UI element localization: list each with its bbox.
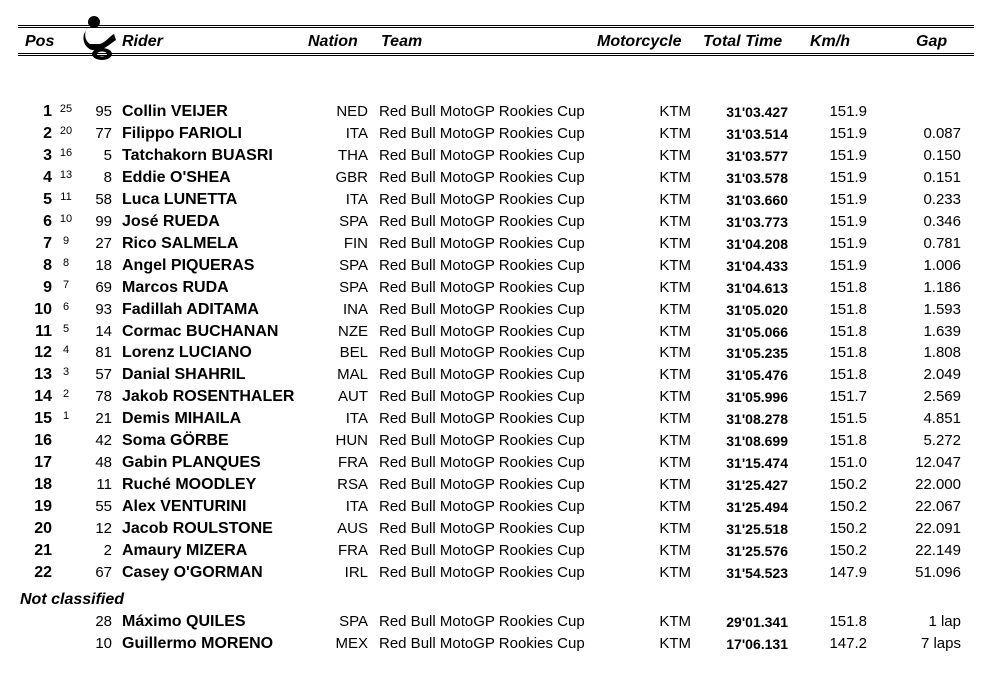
cell-team: Red Bull MotoGP Rookies Cup <box>379 498 585 516</box>
cell-position: 9 <box>43 278 52 296</box>
table-row <box>0 633 1000 655</box>
cell-rider-name: Ruché MOODLEY <box>122 476 257 494</box>
cell-total-time: 31'03.427 <box>726 104 788 120</box>
cell-rider-number: 2 <box>103 542 112 559</box>
cell-kmh: 150.2 <box>829 520 867 538</box>
header-top-rule-2 <box>18 27 974 28</box>
cell-total-time: 31'05.020 <box>726 301 788 318</box>
cell-motorcycle: KTM <box>659 454 691 472</box>
cell-rider-number: 21 <box>95 410 112 428</box>
cell-motorcycle: KTM <box>659 212 691 230</box>
cell-motorcycle: KTM <box>659 520 691 538</box>
cell-rider-number: 18 <box>95 256 112 274</box>
cell-nation: FIN <box>343 234 368 252</box>
cell-nation: ITA <box>345 498 368 516</box>
cell-rider-number: 99 <box>95 212 112 230</box>
cell-total-time: 31'08.699 <box>726 433 788 450</box>
cell-position: 14 <box>34 388 52 406</box>
col-header-motorcycle: Motorcycle <box>597 33 682 50</box>
cell-rider-name: Angel PIQUERAS <box>122 256 255 274</box>
cell-position: 12 <box>34 344 52 362</box>
cell-kmh: 150.2 <box>829 542 867 559</box>
cell-kmh: 151.9 <box>829 124 867 142</box>
cell-nation: SPA <box>339 212 368 230</box>
cell-nation: AUT <box>338 388 368 406</box>
cell-gap: 12.047 <box>915 454 961 472</box>
cell-nation: NED <box>336 103 368 120</box>
cell-rider-name: Guillermo MORENO <box>122 635 274 652</box>
cell-team: Red Bull MotoGP Rookies Cup <box>379 103 585 120</box>
cell-kmh: 151.8 <box>829 613 867 630</box>
cell-position: 3 <box>43 146 52 164</box>
cell-rider-number: 11 <box>96 476 112 494</box>
cell-rider-number: 27 <box>95 234 112 252</box>
cell-position: 2 <box>43 124 52 142</box>
cell-gap: 22.067 <box>915 498 961 516</box>
cell-kmh: 151.9 <box>829 256 867 274</box>
cell-gap: 22.000 <box>915 476 961 494</box>
cell-total-time: 31'04.433 <box>726 257 788 274</box>
cell-rider-name: Tatchakorn BUASRI <box>122 146 273 164</box>
cell-rider-name: Lorenz LUCIANO <box>122 344 252 362</box>
cell-points: 8 <box>62 256 70 269</box>
cell-position: 13 <box>34 366 52 384</box>
cell-team: Red Bull MotoGP Rookies Cup <box>379 146 585 164</box>
cell-points <box>56 562 76 584</box>
cell-motorcycle: KTM <box>659 410 691 428</box>
cell-rider-name: Máximo QUILES <box>122 613 246 630</box>
cell-motorcycle: KTM <box>659 344 691 362</box>
cell-team: Red Bull MotoGP Rookies Cup <box>379 542 585 559</box>
cell-points <box>56 474 76 496</box>
cell-rider-number: 10 <box>95 635 112 652</box>
cell-rider-number: 57 <box>95 366 112 384</box>
cell-points: 13 <box>59 168 73 181</box>
cell-kmh: 147.2 <box>829 635 867 652</box>
cell-position: 11 <box>35 322 52 340</box>
cell-kmh: 151.8 <box>829 278 867 296</box>
cell-nation: HUN <box>335 432 368 450</box>
cell-gap: 0.233 <box>923 190 961 208</box>
table-row <box>0 611 1000 633</box>
cell-motorcycle: KTM <box>659 366 691 384</box>
cell-team: Red Bull MotoGP Rookies Cup <box>379 388 585 406</box>
cell-gap <box>880 101 961 123</box>
cell-kmh: 151.9 <box>829 190 867 208</box>
cell-total-time: 31'03.514 <box>726 125 788 142</box>
cell-total-time: 31'54.523 <box>726 564 788 581</box>
cell-rider-number: 67 <box>95 563 112 581</box>
table-row <box>0 321 1000 343</box>
cell-points <box>56 633 76 655</box>
table-row <box>0 408 1000 430</box>
cell-total-time: 31'08.278 <box>726 411 788 428</box>
cell-motorcycle: KTM <box>659 388 691 406</box>
cell-position: 19 <box>34 498 52 516</box>
cell-total-time: 31'03.578 <box>726 169 788 186</box>
cell-motorcycle: KTM <box>659 168 691 186</box>
cell-nation: FRA <box>338 542 368 559</box>
col-header-gap: Gap <box>916 33 948 50</box>
table-row <box>0 211 1000 233</box>
cell-nation: GBR <box>335 168 368 186</box>
cell-points <box>56 611 76 633</box>
cell-points: 7 <box>62 278 70 291</box>
cell-team: Red Bull MotoGP Rookies Cup <box>379 168 585 186</box>
cell-team: Red Bull MotoGP Rookies Cup <box>379 190 585 208</box>
table-row <box>0 167 1000 189</box>
cell-gap: 7 laps <box>920 635 961 652</box>
cell-total-time: 31'05.066 <box>726 323 788 340</box>
cell-motorcycle: KTM <box>659 563 691 581</box>
cell-team: Red Bull MotoGP Rookies Cup <box>379 278 585 296</box>
cell-nation: NZE <box>338 322 368 340</box>
col-header-total-time: Total Time <box>703 33 783 50</box>
table-row <box>0 145 1000 167</box>
not-classified-label: Not classified <box>20 591 125 608</box>
cell-points <box>56 452 76 474</box>
cell-nation: ITA <box>345 124 368 142</box>
cell-kmh: 147.9 <box>829 563 867 581</box>
table-row <box>0 452 1000 474</box>
cell-team: Red Bull MotoGP Rookies Cup <box>379 476 585 494</box>
cell-motorcycle: KTM <box>659 498 691 516</box>
cell-points: 10 <box>59 212 73 225</box>
cell-kmh: 151.8 <box>829 322 867 340</box>
cell-total-time: 31'15.474 <box>726 455 788 472</box>
cell-gap: 51.096 <box>915 563 961 581</box>
cell-total-time: 31'05.996 <box>726 389 788 406</box>
cell-team: Red Bull MotoGP Rookies Cup <box>379 124 585 142</box>
cell-gap: 1.593 <box>923 300 961 318</box>
table-row <box>0 189 1000 211</box>
header-top-rule <box>18 25 974 26</box>
cell-position: 1 <box>43 103 52 120</box>
cell-motorcycle: KTM <box>659 103 691 120</box>
cell-gap: 0.151 <box>923 168 961 186</box>
cell-kmh: 151.9 <box>829 168 867 186</box>
cell-rider-name: Filippo FARIOLI <box>122 124 242 142</box>
cell-points: 25 <box>59 103 73 115</box>
cell-team: Red Bull MotoGP Rookies Cup <box>379 212 585 230</box>
cell-motorcycle: KTM <box>659 146 691 164</box>
cell-rider-name: Amaury MIZERA <box>122 542 248 559</box>
cell-points: 9 <box>62 234 70 247</box>
cell-total-time: 31'05.476 <box>726 367 788 384</box>
cell-rider-name: Jacob ROULSTONE <box>122 520 273 538</box>
cell-gap: 2.569 <box>923 388 961 406</box>
cell-nation: ITA <box>345 190 368 208</box>
cell-position <box>0 611 52 633</box>
table-row <box>0 342 1000 364</box>
cell-kmh: 151.8 <box>829 344 867 362</box>
cell-position: 4 <box>43 168 52 186</box>
cell-nation: AUS <box>337 520 368 538</box>
cell-total-time: 31'05.235 <box>726 345 788 362</box>
cell-gap: 0.087 <box>923 124 961 142</box>
cell-total-time: 31'03.577 <box>726 147 788 164</box>
cell-points: 20 <box>59 124 73 137</box>
cell-nation: BEL <box>339 344 368 362</box>
cell-motorcycle: KTM <box>659 613 691 630</box>
cell-rider-name: Casey O'GORMAN <box>122 563 263 581</box>
cell-nation: RSA <box>337 476 368 494</box>
cell-gap: 1.639 <box>923 322 961 340</box>
cell-rider-number: 55 <box>95 498 112 516</box>
cell-total-time: 29'01.341 <box>726 614 788 630</box>
cell-rider-name: Rico SALMELA <box>122 234 239 252</box>
cell-rider-number: 93 <box>95 300 112 318</box>
cell-motorcycle: KTM <box>659 234 691 252</box>
cell-gap: 22.091 <box>915 520 961 538</box>
cell-position: 7 <box>43 234 52 252</box>
cell-nation: SPA <box>339 278 368 296</box>
cell-points <box>56 496 76 518</box>
cell-position: 20 <box>34 520 52 538</box>
cell-points: 5 <box>62 322 70 335</box>
cell-rider-name: Collin VEIJER <box>122 103 228 120</box>
cell-team: Red Bull MotoGP Rookies Cup <box>379 322 585 340</box>
col-header-nation: Nation <box>308 33 358 50</box>
cell-kmh: 151.7 <box>829 388 867 406</box>
cell-gap: 4.851 <box>923 410 961 428</box>
cell-motorcycle: KTM <box>659 256 691 274</box>
table-row <box>0 277 1000 299</box>
cell-team: Red Bull MotoGP Rookies Cup <box>379 454 585 472</box>
cell-total-time: 31'03.660 <box>726 191 788 208</box>
col-header-kmh: Km/h <box>810 33 850 50</box>
cell-gap: 1.006 <box>923 256 961 274</box>
cell-kmh: 151.9 <box>829 103 867 120</box>
cell-position: 15 <box>34 410 52 428</box>
cell-team: Red Bull MotoGP Rookies Cup <box>379 256 585 274</box>
table-row <box>0 386 1000 408</box>
cell-nation: INA <box>342 300 368 318</box>
table-row <box>0 518 1000 540</box>
table-row <box>0 299 1000 321</box>
cell-position: 5 <box>43 190 52 208</box>
cell-rider-name: Eddie O'SHEA <box>122 168 231 186</box>
table-row <box>0 123 1000 145</box>
cell-rider-number: 69 <box>95 278 112 296</box>
cell-position: 8 <box>43 256 52 274</box>
col-header-rider: Rider <box>122 33 163 50</box>
cell-gap: 22.149 <box>915 542 961 559</box>
cell-kmh: 151.5 <box>829 410 867 428</box>
table-row <box>0 364 1000 386</box>
cell-kmh: 150.2 <box>829 476 867 494</box>
header-bottom-rule-2 <box>18 55 974 56</box>
table-row <box>0 540 1000 562</box>
cell-nation: MAL <box>337 366 368 384</box>
cell-motorcycle: KTM <box>659 278 691 296</box>
cell-gap: 0.781 <box>923 234 961 252</box>
table-row <box>0 496 1000 518</box>
cell-motorcycle: KTM <box>659 476 691 494</box>
cell-nation: SPA <box>339 256 368 274</box>
col-header-team: Team <box>381 33 423 50</box>
cell-points <box>56 518 76 540</box>
cell-rider-name: Gabin PLANQUES <box>122 454 261 472</box>
cell-gap: 1.186 <box>923 278 961 296</box>
cell-gap: 1.808 <box>923 344 961 362</box>
cell-rider-number: 48 <box>95 454 112 472</box>
cell-kmh: 151.8 <box>829 300 867 318</box>
cell-position: 22 <box>34 563 52 581</box>
cell-points: 16 <box>59 146 73 159</box>
cell-kmh: 151.9 <box>829 234 867 252</box>
cell-team: Red Bull MotoGP Rookies Cup <box>379 563 585 581</box>
cell-rider-name: Luca LUNETTA <box>122 190 238 208</box>
table-row <box>0 255 1000 277</box>
cell-team: Red Bull MotoGP Rookies Cup <box>379 344 585 362</box>
cell-motorcycle: KTM <box>659 635 691 652</box>
cell-position: 6 <box>43 212 52 230</box>
cell-nation: IRL <box>344 563 368 581</box>
cell-total-time: 31'25.494 <box>726 499 788 516</box>
cell-nation: FRA <box>338 454 368 472</box>
cell-position: 10 <box>34 300 52 318</box>
cell-rider-number: 5 <box>103 146 112 164</box>
cell-rider-number: 12 <box>95 520 112 538</box>
cell-motorcycle: KTM <box>659 190 691 208</box>
cell-rider-name: Fadillah ADITAMA <box>122 300 259 318</box>
cell-rider-number: 77 <box>95 124 112 142</box>
cell-kmh: 151.9 <box>829 212 867 230</box>
cell-kmh: 151.9 <box>829 146 867 164</box>
cell-total-time: 17'06.131 <box>726 636 788 652</box>
cell-rider-number: 78 <box>95 388 112 406</box>
cell-rider-number: 8 <box>103 168 112 186</box>
table-row <box>0 562 1000 584</box>
cell-rider-number: 81 <box>95 344 112 362</box>
cell-team: Red Bull MotoGP Rookies Cup <box>379 366 585 384</box>
cell-rider-name: José RUEDA <box>122 212 220 230</box>
cell-gap: 0.346 <box>923 212 961 230</box>
cell-team: Red Bull MotoGP Rookies Cup <box>379 635 585 652</box>
cell-rider-number: 14 <box>95 322 112 340</box>
table-row <box>0 101 1000 123</box>
cell-rider-number: 95 <box>95 103 112 120</box>
cell-rider-name: Jakob ROSENTHALER <box>122 388 295 406</box>
cell-total-time: 31'04.613 <box>726 279 788 296</box>
cell-rider-name: Soma GÖRBE <box>122 432 229 450</box>
cell-total-time: 31'25.427 <box>726 477 788 494</box>
cell-nation: THA <box>338 146 368 164</box>
cell-rider-number: 42 <box>95 432 112 450</box>
cell-position: 21 <box>34 542 52 559</box>
cell-total-time: 31'04.208 <box>726 235 788 252</box>
cell-rider-number: 58 <box>95 190 112 208</box>
cell-motorcycle: KTM <box>659 432 691 450</box>
cell-points: 6 <box>62 300 70 313</box>
cell-gap: 2.049 <box>923 366 961 384</box>
col-header-pos: Pos <box>25 33 55 50</box>
cell-nation: ITA <box>345 410 368 428</box>
cell-team: Red Bull MotoGP Rookies Cup <box>379 613 585 630</box>
cell-points: 11 <box>60 190 72 203</box>
cell-points: 1 <box>62 410 70 423</box>
cell-gap: 0.150 <box>923 146 961 164</box>
cell-position: 18 <box>34 476 52 494</box>
cell-motorcycle: KTM <box>659 300 691 318</box>
cell-nation: MEX <box>335 635 368 652</box>
cell-kmh: 150.2 <box>829 498 867 516</box>
cell-rider-name: Danial SHAHRIL <box>122 366 246 384</box>
table-row <box>0 474 1000 496</box>
cell-team: Red Bull MotoGP Rookies Cup <box>379 410 585 428</box>
table-row <box>0 430 1000 452</box>
cell-points <box>56 540 76 562</box>
cell-team: Red Bull MotoGP Rookies Cup <box>379 234 585 252</box>
cell-points: 3 <box>62 366 70 379</box>
cell-position: 17 <box>34 454 52 472</box>
cell-rider-name: Alex VENTURINI <box>122 498 247 516</box>
cell-motorcycle: KTM <box>659 542 691 559</box>
cell-kmh: 151.8 <box>829 366 867 384</box>
header-bottom-rule <box>18 53 974 54</box>
cell-rider-name: Demis MIHAILA <box>122 410 242 428</box>
cell-motorcycle: KTM <box>659 124 691 142</box>
cell-position <box>0 633 52 655</box>
cell-total-time: 31'25.576 <box>726 543 788 559</box>
cell-rider-name: Cormac BUCHANAN <box>122 322 279 340</box>
cell-rider-number: 28 <box>95 613 112 630</box>
cell-gap: 1 lap <box>928 613 961 630</box>
cell-total-time: 31'03.773 <box>726 213 788 230</box>
cell-total-time: 31'25.518 <box>726 521 788 538</box>
table-row <box>0 233 1000 255</box>
cell-team: Red Bull MotoGP Rookies Cup <box>379 300 585 318</box>
cell-points: 4 <box>62 344 70 357</box>
cell-gap: 5.272 <box>923 432 961 450</box>
cell-position: 16 <box>34 432 52 450</box>
cell-points <box>56 430 76 452</box>
cell-team: Red Bull MotoGP Rookies Cup <box>379 432 585 450</box>
cell-rider-name: Marcos RUDA <box>122 278 229 296</box>
cell-motorcycle: KTM <box>659 322 691 340</box>
cell-nation: SPA <box>339 613 368 630</box>
cell-team: Red Bull MotoGP Rookies Cup <box>379 520 585 538</box>
cell-kmh: 151.0 <box>829 454 867 472</box>
cell-kmh: 151.8 <box>829 432 867 450</box>
cell-points: 2 <box>62 388 70 401</box>
